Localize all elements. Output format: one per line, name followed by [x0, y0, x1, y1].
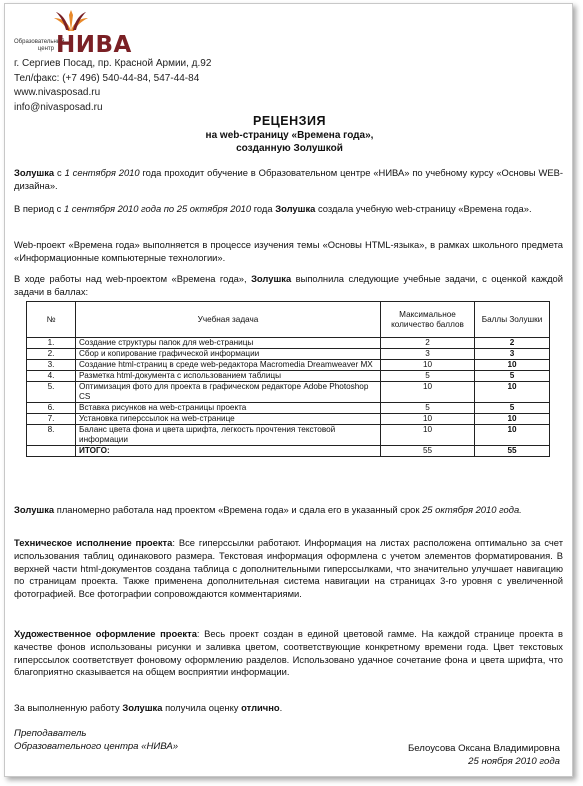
cell-num: 1. [27, 338, 76, 349]
cell-task: Баланс цвета фона и цвета шрифта, легкость прочтения текстовой информации [76, 425, 381, 446]
cell-score: 10 [475, 382, 550, 403]
cell-max: 5 [381, 403, 475, 414]
total-score: 55 [475, 446, 550, 457]
cell-task: Установка гиперссылок на web-странице [76, 414, 381, 425]
logo [14, 9, 154, 59]
date-span: 1 сентября 2010 года по 25 октября 2010 [63, 203, 252, 214]
table-row [27, 382, 550, 403]
paragraph-8 [14, 702, 563, 715]
header-num: № [27, 302, 76, 338]
text-span: выполнила следующие учебные задачи, с оценкой каждой задачи в баллах: [14, 273, 563, 297]
cell-max: 3 [381, 349, 475, 360]
grade-value: отлично [241, 702, 280, 713]
cell-task: Оптимизация фото для проекта в графическом редакторе Adobe Photoshop CS [76, 382, 381, 403]
table-row [27, 414, 550, 425]
signature-right [408, 742, 560, 768]
cell-task: Разметка html-документа с использованием таблицы [76, 371, 381, 382]
cell-score: 10 [475, 425, 550, 446]
contact-info [14, 57, 211, 115]
logo-subtitle: Образовательный центр [14, 39, 65, 52]
header-score: Баллы Золушки [475, 302, 550, 338]
cell-task: Создание html-страниц в среде web-редактора Macromedia Dreamweaver MX [76, 360, 381, 371]
table-total-row [27, 446, 550, 457]
paragraph-3: Web-проект «Времена года» выполняется в процессе изучения темы «Основы HTML-языка», в рамках школьного предмета «Информационные компьютерные технологии». [14, 239, 563, 263]
title-line-2: на web-страницу «Времена года», [205, 130, 374, 141]
signature-org: Образовательного центра «НИВА» [14, 741, 179, 752]
cell-num: 7. [27, 414, 76, 425]
cell-num: 8. [27, 425, 76, 446]
total-label: ИТОГО: [76, 446, 381, 457]
cell-num: 6. [27, 403, 76, 414]
student-name: Золушка [14, 167, 55, 178]
cell-max: 10 [381, 414, 475, 425]
total-num [27, 446, 76, 457]
paragraph-7 [14, 628, 563, 679]
paragraph-technical [14, 537, 563, 601]
table-header-row [27, 302, 550, 338]
paragraph-2 [14, 203, 563, 216]
text-span: : Все гиперссылки работают. Информация на листах расположена оптимально за счет использования таблиц одинакового размера. Текстовая информация оформлена с учетом элементов форматирования. В верхней части html-документов создана таблица с дополнительными гиперссылками, что значительно улучшает навигацию по страницам проекта. Также применена дополнительная система навигации на страницах 3-го уровня с увеличенной фотографией. Все фотографии сопровождаются комментариями. [14, 537, 563, 600]
document-page [4, 3, 573, 777]
text-span: получила оценку [162, 702, 242, 713]
paragraph-artistic [14, 628, 563, 679]
date-span: 1 сентября 2010 [64, 167, 140, 178]
address: г. Сергиев Посад, пр. Красной Армии, д.92 [14, 58, 212, 69]
cell-max: 10 [381, 382, 475, 403]
paragraph-grade [14, 702, 563, 715]
cell-score: 10 [475, 414, 550, 425]
cell-max: 10 [381, 425, 475, 446]
cell-max: 10 [381, 360, 475, 371]
title-line-3: созданную Золушкой [236, 143, 343, 154]
table-row [27, 403, 550, 414]
paragraph-5 [14, 504, 563, 517]
signature-date: 25 ноября 2010 года [468, 756, 560, 767]
table-row [27, 360, 550, 371]
cell-max: 2 [381, 338, 475, 349]
header-task: Учебная задача [76, 302, 381, 338]
cell-num: 5. [27, 382, 76, 403]
website-link[interactable]: www.nivasposad.ru [14, 87, 101, 98]
signature-role: Преподаватель [14, 728, 87, 739]
logo-emblem-icon [48, 9, 94, 33]
text-span: За выполненную работу [14, 702, 123, 713]
text-span: В ходе работы над web-проектом «Времена года», [14, 273, 252, 284]
student-name: Золушка [275, 203, 316, 214]
table-row [27, 349, 550, 360]
section-heading: Художественное оформление проекта [14, 628, 197, 639]
title-main: РЕЦЕНЗИЯ [253, 114, 326, 128]
cell-num: 4. [27, 371, 76, 382]
text-span: с [54, 167, 65, 178]
total-max: 55 [381, 446, 475, 457]
paragraph-4 [14, 273, 563, 299]
student-name: Золушка [122, 702, 163, 713]
paragraph-deadline [14, 504, 563, 517]
text-span: . [279, 702, 283, 713]
cell-score: 3 [475, 349, 550, 360]
date-span: 25 октября 2010 года. [422, 504, 522, 515]
student-name: Золушка [251, 273, 292, 284]
table-row [27, 425, 550, 446]
cell-score: 5 [475, 371, 550, 382]
text-span: В период с [14, 203, 64, 214]
cell-score: 10 [475, 360, 550, 371]
text-span: : Весь проект создан в единой цветовой гамме. На каждой странице проекта в качестве фонов использованы рисунки и заливка цветом, соответствующие конкретному времени года. Цвет текстовых гиперссылок соответствует фоновому оформлению разделов. Использовано удачное сочетание фона и цвета шрифта, что благоприятно сказывается на общем восприятии информации. [14, 628, 563, 678]
paragraph-tasks-intro [14, 273, 563, 299]
paragraph-intro [14, 167, 563, 193]
phone: Тел/факс: (+7 496) 540-44-84, 547-44-84 [14, 72, 200, 84]
paragraph-1 [14, 167, 563, 193]
cell-max: 5 [381, 371, 475, 382]
text-span: года [251, 203, 276, 214]
document-title [5, 113, 573, 155]
paragraph-project [14, 239, 563, 265]
text-span: года проходит обучение в Образовательном центре «НИВА» по учебному курсу «Основы WEB-дизайна». [14, 167, 563, 191]
paragraph-6 [14, 537, 563, 601]
text-span: планомерно работала над проектом «Времена года» и сдала его в указанный срок [54, 504, 423, 515]
text-span: создала учебную web-страницу «Времена года». [315, 203, 532, 214]
cell-task: Вставка рисунков на web-страницы проекта [76, 403, 381, 414]
section-heading: Техническое исполнение проекта [14, 537, 173, 548]
table-row [27, 338, 550, 349]
cell-score: 2 [475, 338, 550, 349]
student-name: Золушка [14, 504, 55, 515]
signature-person: Белоусова Оксана Владимировна [407, 743, 560, 754]
cell-task: Сбор и копирование графической информации [76, 349, 381, 360]
cell-task: Создание структуры папок для web-страницы [76, 338, 381, 349]
paragraph-period [14, 203, 563, 216]
logo-brand: НИВА [56, 32, 132, 58]
tasks-table [26, 301, 550, 457]
table-row [27, 371, 550, 382]
signature-left [14, 727, 178, 753]
header-max: Максимальное количество баллов [381, 302, 475, 338]
cell-num: 2. [27, 349, 76, 360]
cell-score: 5 [475, 403, 550, 414]
email-link[interactable]: info@nivasposad.ru [14, 101, 103, 113]
cell-num: 3. [27, 360, 76, 371]
